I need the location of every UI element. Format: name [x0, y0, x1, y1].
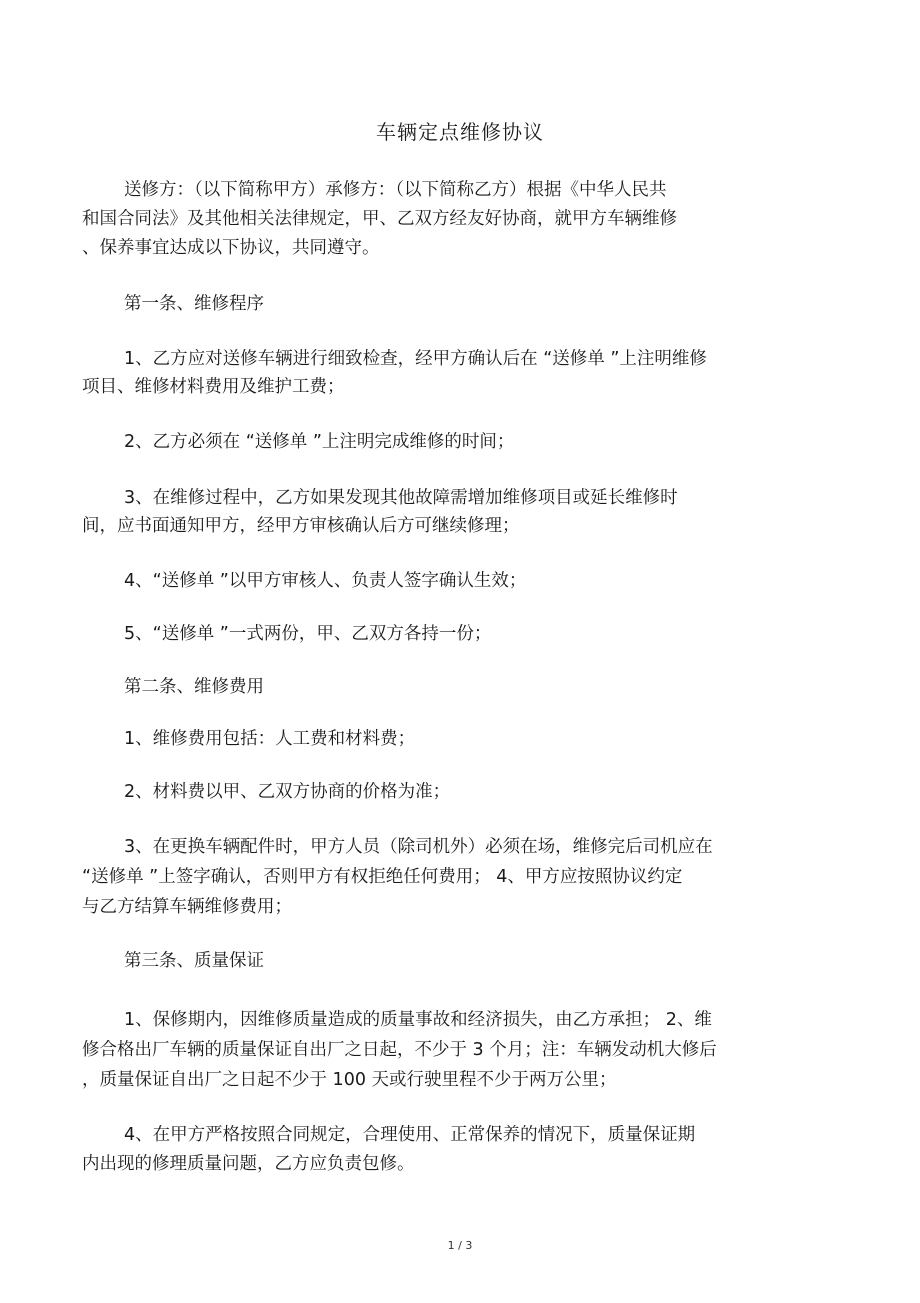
section-2-item-3-line-3: 与乙方结算车辆维修费用； — [82, 897, 292, 917]
section-1-item-1-line-1: 1、乙方应对送修车辆进行细致检查，经甲方确认后在 “送修单 ”上注明维修 — [124, 349, 707, 369]
section-1-item-3-line-1: 3、在维修过程中，乙方如果发现其他故障需增加维修项目或延长维修时 — [124, 488, 678, 508]
intro-line-3: 、保养事宜达成以下协议，共同遵守。 — [82, 238, 380, 258]
section-1-item-2: 2、乙方必须在 “送修单 ”上注明完成维修的时间； — [124, 432, 515, 452]
section-1-heading: 第一条、维修程序 — [124, 294, 264, 314]
section-1-item-3-line-2: 间，应书面通知甲方，经甲方审核确认后方可继续修理； — [82, 516, 520, 536]
section-3-item-4-line-2: 内出现的修理质量问题，乙方应负责包修。 — [82, 1154, 415, 1174]
section-2-item-1: 1、维修费用包括：人工费和材料费； — [124, 729, 416, 749]
section-2-item-2: 2、材料费以甲、乙双方协商的价格为准； — [124, 782, 451, 802]
section-2-heading: 第二条、维修费用 — [124, 677, 264, 697]
section-2-item-3-line-1: 3、在更换车辆配件时，甲方人员（除司机外）必须在场，维修完后司机应在 — [124, 837, 713, 857]
section-1-item-5: 5、“送修单 ”一式两份，甲、乙双方各持一份； — [124, 624, 492, 644]
section-3-item-4-line-1: 4、在甲方严格按照合同规定，合理使用、正常保养的情况下，质量保证期 — [124, 1125, 696, 1145]
section-1-item-1-line-2: 项目、维修材料费用及维护工费； — [82, 377, 345, 397]
section-3-item-1-line-3: ，质量保证自出厂之日起不少于 100 天或行驶里程不少于两万公里； — [82, 1070, 617, 1090]
page-number: 1 / 3 — [447, 1239, 473, 1252]
document-title: 车辆定点维修协议 — [376, 120, 544, 144]
section-2-item-3-line-2: “送修单 ”上签字确认，否则甲方有权拒绝任何费用； 4、甲方应按照协议约定 — [82, 867, 683, 887]
section-3-item-1-line-1: 1、保修期内，因维修质量造成的质量事故和经济损失，由乙方承担； 2、维 — [124, 1010, 712, 1030]
intro-line-1: 送修方：（以下简称甲方）承修方：（以下简称乙方）根据《中华人民共 — [124, 180, 667, 200]
section-1-item-4: 4、“送修单 ”以甲方审核人、负责人签字确认生效； — [124, 571, 527, 591]
section-3-heading: 第三条、质量保证 — [124, 951, 264, 971]
intro-line-2: 和国合同法》及其他相关法律规定，甲、乙双方经友好协商，就甲方车辆维修 — [82, 209, 677, 229]
section-3-item-1-line-2: 修合格出厂车辆的质量保证自出厂之日起，不少于 3 个月；注：车辆发动机大修后 — [82, 1040, 717, 1060]
